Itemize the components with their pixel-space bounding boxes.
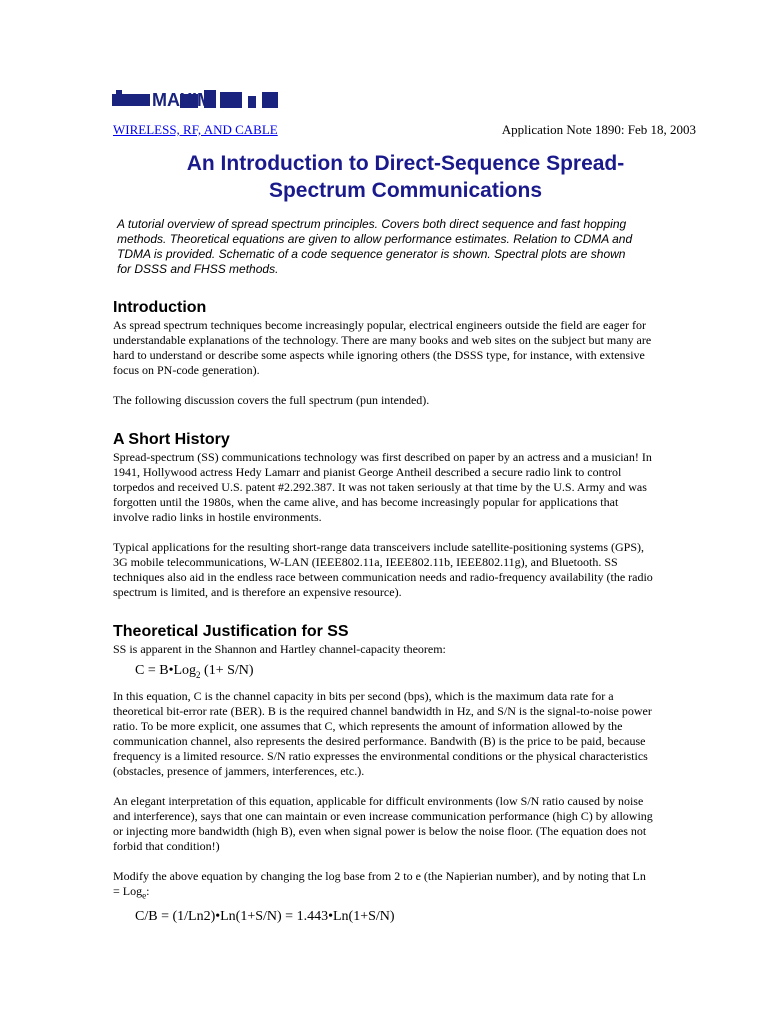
- app-note-label: Application Note 1890: Feb 18, 2003: [501, 122, 696, 137]
- theory-paragraph-1: SS is apparent in the Shannon and Hartley channel-capacity theorem:: [113, 642, 446, 656]
- title-line-1: An Introduction to Direct-Sequence Spread-: [186, 152, 625, 175]
- history-paragraph-2: Typical applications for the resulting short-range data transceivers include satellite-positioning systems (GPS), 3G mobile telecommunications, W-LAN (IEEE802.11a, IEEE802.11b, IEEE802.11g), and Bluetooth. SS techniques also aid in the endless race between communication needs and radio-frequency availability (the radio spectrum is limited, and is therefore an expensive resource).: [113, 540, 653, 599]
- title-line-2: Spectrum Communications: [268, 179, 543, 202]
- intro-paragraph-1: As spread spectrum techniques become increasingly popular, electrical engineers outside the field are eager for understandable explanations of the technology. There are many books and web sites on the subject but many are hard to understand or describe some aspects while ignoring others (the DSSS type, for instance, with extensive focus on PN-code generation).: [113, 318, 652, 377]
- theory-paragraph-2: In this equation, C is the channel capacity in bits per second (bps), which is the maximum data rate for a theoretical bit-error rate (BER). B is the required channel bandwidth in Hz, and S/N is the signal-to-noise power ratio. To be more explicit, one assumes that C, which represents the amount of information allowed by the communication channel, also represents the desired performance. Bandwith (B) is the price to be paid, because frequency is a limited resource. S/N ratio expresses the environmental conditions or the physical characteristics (obstacles, presence of jammers, interferences, etc.).: [113, 688, 652, 778]
- article-body: [113, 298, 655, 931]
- page-title: [113, 150, 698, 204]
- header-line: [113, 122, 698, 138]
- equation-capacity-ratio: C/B = (1/Ln2)•Ln(1+S/N) = 1.443•Ln(1+S/N): [135, 909, 395, 925]
- equation-shannon-hartley: C = B•Log$_2$ (1+ S/N): [135, 663, 254, 680]
- heading-short-history: A Short History: [113, 431, 230, 448]
- theory-paragraph-3: An elegant interpretation of this equation, applicable for difficult environments (low S/N ratio caused by noise and interference), says that one can maintain or even increase communication performance (high C) by allowing or injecting more bandwidth (high B), even when signal power is below the noise floor. (The equation does not forbid that condition!): [113, 793, 653, 853]
- maxim-logo: [112, 86, 280, 110]
- theory-paragraph-4: Modify the above equation by changing the log base from 2 to e (the Napierian number), and by noting that Ln = Log$_e$:: [113, 868, 646, 901]
- intro-paragraph-2: The following discussion covers the full spectrum (pun intended).: [113, 393, 430, 407]
- svg-text:MAXIM: MAXIM: [152, 90, 212, 110]
- heading-introduction: Introduction: [113, 299, 207, 316]
- heading-theoretical-justification: Theoretical Justification for SS: [113, 623, 349, 640]
- category-link[interactable]: WIRELESS, RF, AND CABLE: [113, 122, 278, 137]
- history-paragraph-1: Spread-spectrum (SS) communications technology was first described on paper by an actress and a musician! In 1941, Hollywood actress Hedy Lamarr and pianist George Antheil described a secure radio link to control torpedos and received U.S. patent #2.292.387. It was not taken seriously at that time by the U.S. Army and was forgotten until the 1980s, when the came alive, and has become increasingly popular for applications that involve radio links in hostile environments.: [113, 450, 652, 524]
- abstract: A tutorial overview of spread spectrum principles. Covers both direct sequence and fast hopping methods. Theoretical equations are given to allow performance estimates. Relation to CDMA and TDMA is provided. Schematic of a code sequence generator is shown. Spectral plots are shown for DSSS and FHSS methods.: [117, 217, 633, 276]
